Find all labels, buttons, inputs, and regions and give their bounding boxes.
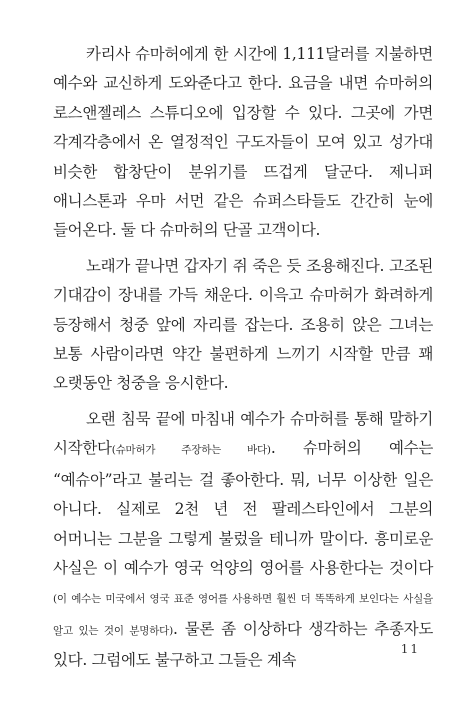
- page-number: 11: [400, 642, 420, 656]
- paragraph-2: 노래가 끝나면 갑자기 쥐 죽은 듯 조용해진다. 고조된 기대감이 장내를 가득 채운다. 이윽고 슈마허가 화려하게 등장해서 청중 앞에 자리를 잡는다. 조용히 앉은 그녀는 보통 사람이라면 약간 불편하게 느끼기 시작할 만큼 꽤 오랫동안 청중을 응시한다.: [53, 256, 433, 393]
- paragraph-1: 카리사 슈마허에게 한 시간에 1,111달러를 지불하면 예수와 교신하게 도와준다고 한다. 요금을 내면 슈마허의 로스앤젤레스 스튜디오에 입장할 수 있다. 그곳에 가면 각계각층에서 온 열정적인 구도자들이 모여 있고 성가대 비슷한 합창단이 분위기를 뜨겁게 달군다. 제니퍼 애니스톤과 우마 서먼 같은 슈퍼스타들도 간간히 눈에 들어온다. 둘 다 슈마허의 단골 고객이다.: [53, 45, 433, 240]
- paragraph-3-part-3: . 물론 좀 이상하다 생각하는 추종자도 있다. 그럼에도 불구하고 그들은 계속: [53, 619, 433, 670]
- paragraph-3-part-2: . 슈마허의 예수는 “예슈아”라고 불리는 걸 좋아한다. 뭐, 너무 이상한 일은 아니다. 실제로 2천 년 전 팔레스타인에서 그분의 어머니는 그분을 그렇게 불렀을 테니까 말이다. 흥미로운 사실은 이 예수가 영국 억양의 영어를 사용한다는 것이다: [53, 439, 434, 577]
- paragraph-3: [53, 405, 433, 676]
- inline-note-1: (슈마허가 주장하는 바다): [111, 444, 271, 457]
- body-text: [53, 40, 433, 676]
- paragraph-3-part-1: 오랜 침묵 끝에 마침내 예수가 슈마허를 통해 말하기 시작한다: [53, 409, 433, 458]
- inline-note-2: (이 예수는 미국에서 영국 표준 영어를 사용하면 훨씬 더 똑똑하게 보인다는 사실을 알고 있는 것이 분명하다): [53, 593, 433, 637]
